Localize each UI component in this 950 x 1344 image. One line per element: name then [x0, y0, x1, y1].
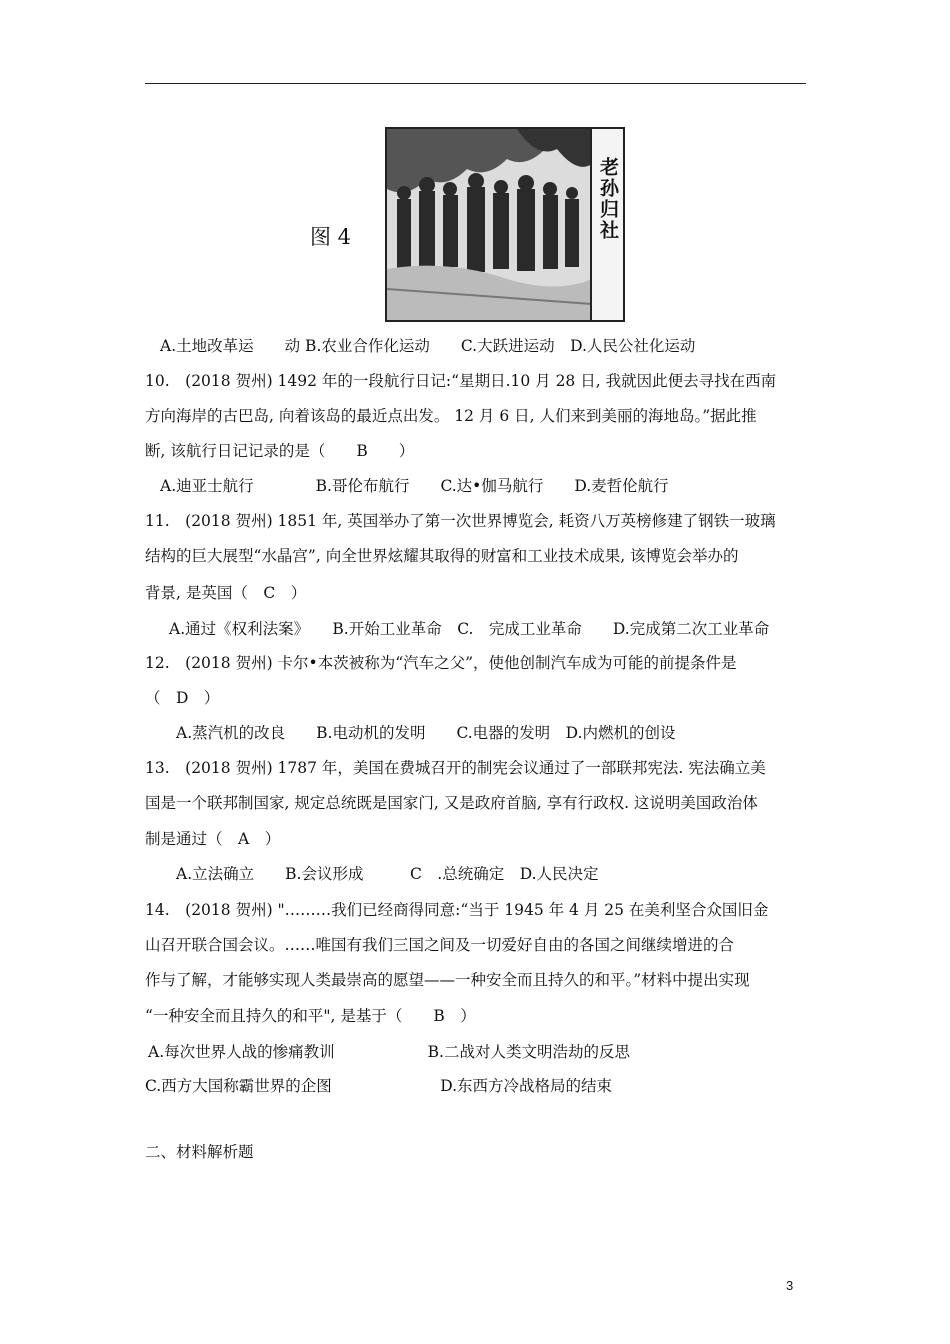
text-line: A.迪亚士航行 B.哥伦布航行 C.达•伽马航行 D.麦哲伦航行	[160, 477, 669, 495]
text-line: 制是通过（ A ）	[145, 830, 281, 848]
text-line: 13. (2018 贺州) 1787 年，美国在费城召开的制宪会议通过了一部联邦宪法. 宪法确立美	[145, 759, 766, 777]
text-line: A.立法确立 B.会议形成 C .总统确定 D.人民决定	[176, 865, 599, 883]
text-line: “一种安全而且持久的和平", 是基于（ B ）	[145, 1007, 476, 1025]
text-line: 结构的巨大展型“水晶宫”, 向全世界炫耀其取得的财富和工业技术成果, 该博览会举办的	[145, 547, 739, 565]
text-line: A.每次世界人战的惨痛教训 B.二战对人类文明浩劫的反思	[148, 1043, 630, 1061]
text-line: 国是一个联邦制国家, 规定总统既是国家门, 又是政府首脑, 享有行政权. 这说明美国政治体	[145, 794, 758, 812]
text-line: A.土地改革运 动 B.农业合作化运动 C.大跃进运动 D.人民公社化运动	[160, 337, 696, 355]
page-number: 3	[786, 1278, 794, 1293]
text-line: 背景, 是英国（ C ）	[145, 584, 307, 602]
figure-label: 图 4	[310, 225, 352, 249]
text-line: 11. (2018 贺州) 1851 年, 英国举办了第一次世界博览会, 耗资八万英榜修建了钢铁一玻璃	[145, 512, 776, 530]
text-line: A.蒸汽机的改良 B.电动机的发明 C.电器的发明 D.内燃机的创设	[176, 724, 676, 742]
photo-illustration	[385, 127, 625, 322]
text-line: 二、材料解析题	[145, 1143, 254, 1161]
text-line: 断, 该航行日记记录的是（ B ）	[145, 442, 415, 460]
text-line: 作与了解，才能够实现人类最崇高的愿望——一种安全而且持久的和平。”材料中提出实现	[145, 971, 750, 989]
text-line: A.通过《权利法案》 B.开始工业革命 C. 完成工业革命 D.完成第二次工业革命	[169, 620, 770, 638]
text-line: 山召开联合国会议。……唯国有我们三国之间及一切爱好自由的各国之间继续增进的合	[145, 936, 735, 954]
text-line: 14. (2018 贺州) "………我们已经商得同意:“当于 1945 年 4 月 25 在美利坚合众国旧金	[145, 901, 769, 919]
text-line: C.西方大国称霸世界的企图 D.东西方冷战格局的结束	[145, 1077, 613, 1095]
text-line: 10. (2018 贺州) 1492 年的一段航行日记:“星期日.10 月 28 日, 我就因此便去寻找在西南	[145, 372, 777, 390]
text-line: 12. (2018 贺州) 卡尔•本茨被称为“汽车之父”，使他创制汽车成为可能的前提条件是	[145, 654, 737, 672]
figure-4	[310, 125, 650, 325]
text-line: 方向海岸的古巴岛, 向着该岛的最近点出发。 12 月 6 日, 人们来到美丽的海地岛。”据此推	[145, 407, 757, 425]
crowd-photo-image	[387, 129, 623, 320]
header-rule	[145, 83, 806, 84]
photo-caption: 老孙归社	[597, 157, 619, 241]
text-line: （ D ）	[145, 689, 220, 707]
